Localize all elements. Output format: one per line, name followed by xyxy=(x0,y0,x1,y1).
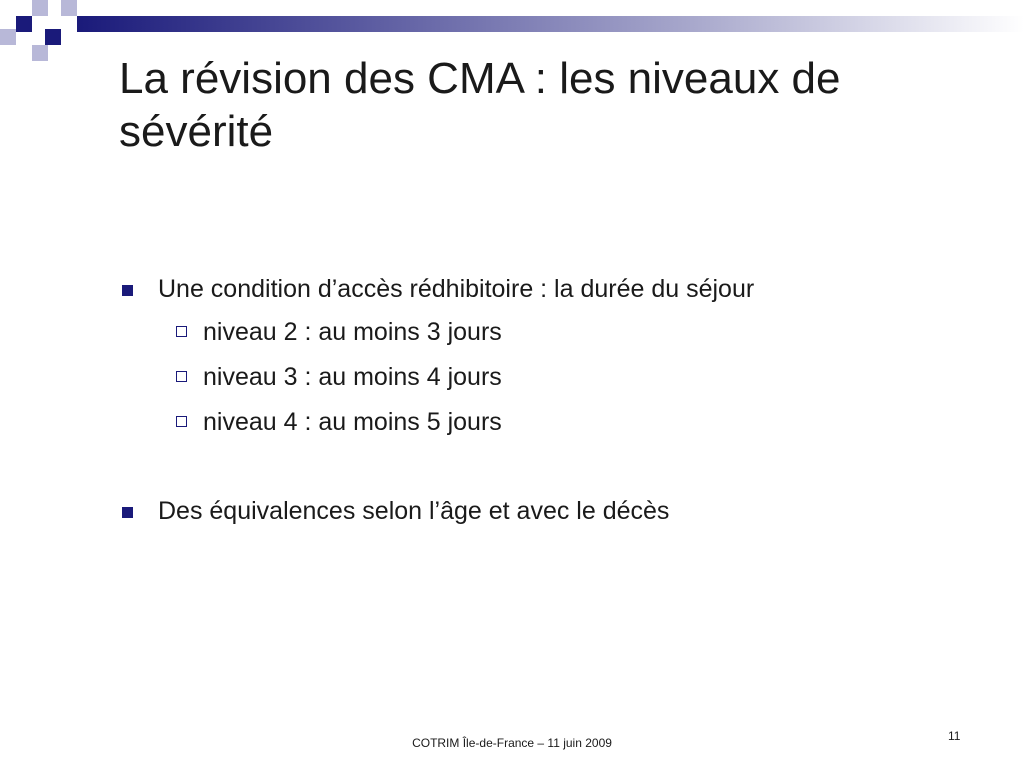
bullet-spacer xyxy=(120,445,980,490)
sub-bullet-item xyxy=(120,310,980,355)
decor-square xyxy=(32,45,48,61)
bullet-text: Une condition d’accès rédhibitoire : la durée du séjour xyxy=(158,275,755,303)
hollow-square-bullet-icon xyxy=(176,326,187,337)
decor-square xyxy=(45,29,61,45)
bullet-item xyxy=(120,268,980,310)
sub-bullet-group xyxy=(120,310,980,445)
sub-bullet-text: niveau 2 : au moins 3 jours xyxy=(203,318,502,346)
hollow-square-bullet-icon xyxy=(176,416,187,427)
decor-square xyxy=(16,16,32,32)
bullet-item xyxy=(120,490,980,532)
decor-square xyxy=(0,29,16,45)
square-bullet-icon xyxy=(122,285,133,296)
slide-title: La révision des CMA : les niveaux de sévérité xyxy=(119,54,841,156)
sub-bullet-item xyxy=(120,355,980,400)
slide-footer: COTRIM Île-de-France – 11 juin 2009 xyxy=(412,736,612,750)
hollow-square-bullet-icon xyxy=(176,371,187,382)
page-number: 11 xyxy=(948,729,961,743)
bullet-text: Des équivalences selon l’âge et avec le décès xyxy=(158,497,670,525)
decor-square xyxy=(32,0,48,16)
sub-bullet-list xyxy=(120,310,980,445)
sub-bullet-text: niveau 3 : au moins 4 jours xyxy=(203,363,502,391)
sub-bullet-text: niveau 4 : au moins 5 jours xyxy=(203,408,502,436)
decor-square xyxy=(61,0,77,16)
sub-bullet-item xyxy=(120,400,980,445)
bullet-list xyxy=(120,268,980,532)
header-gradient-band xyxy=(77,16,1024,32)
square-bullet-icon xyxy=(122,507,133,518)
